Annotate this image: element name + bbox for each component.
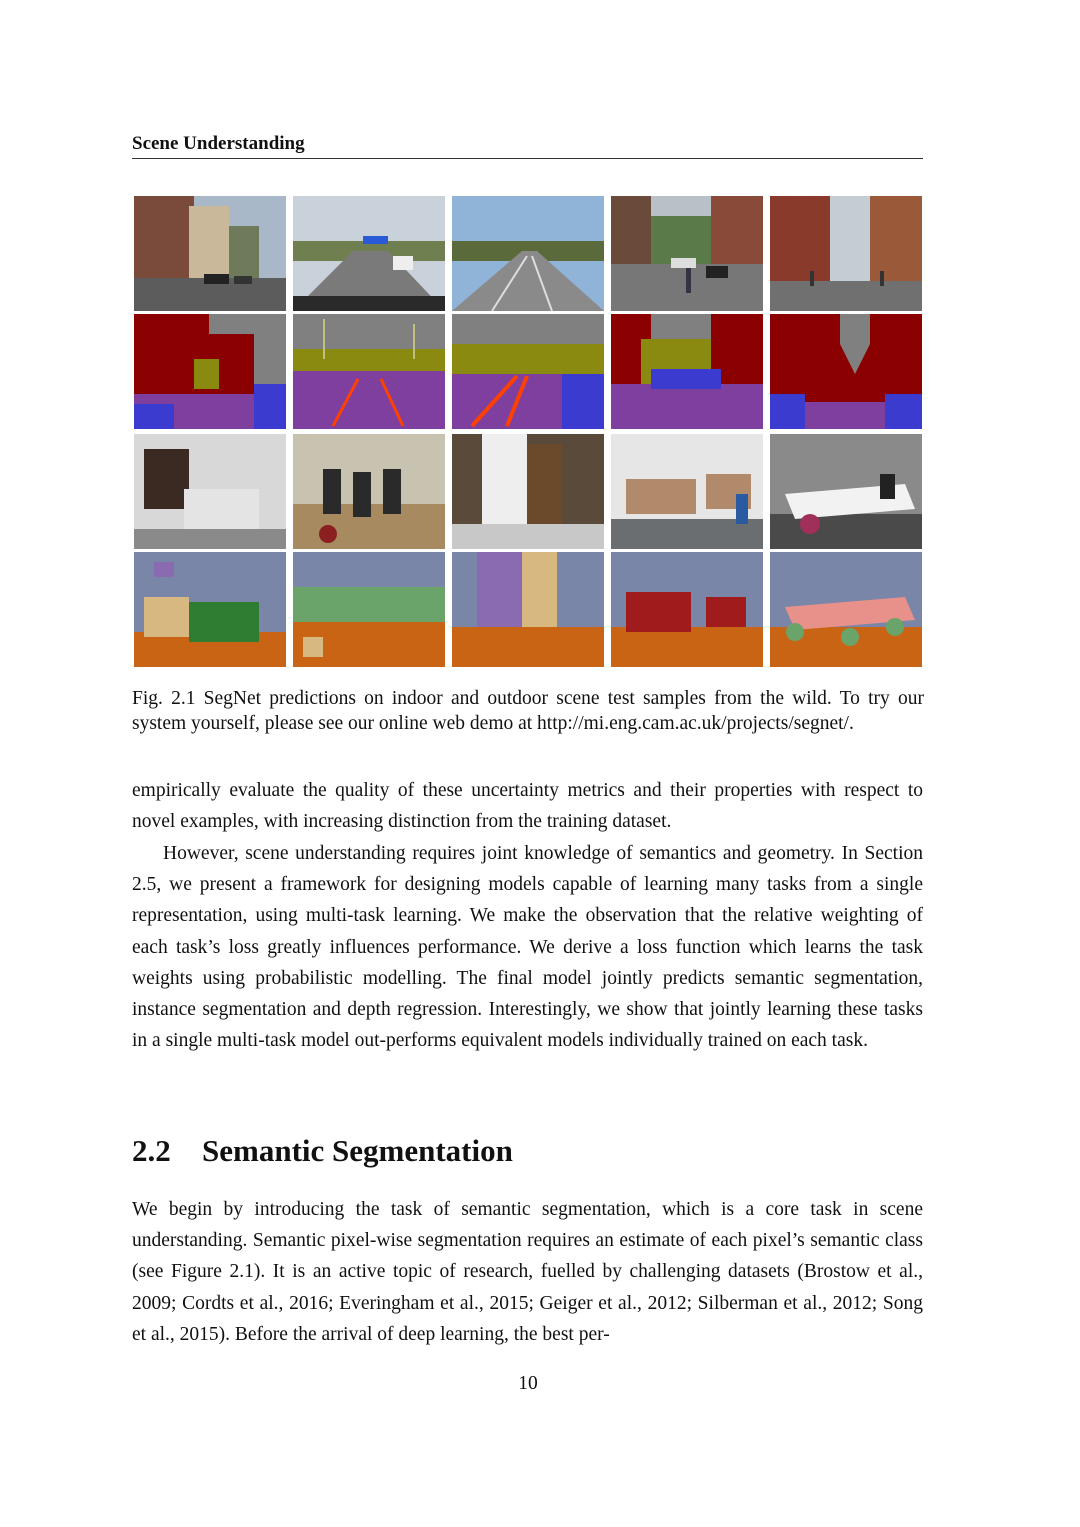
paragraph-continued: empirically evaluate the quality of these uncertainty metrics and their properties with respect to novel examples, with increasing distinction from the training dataset.	[132, 780, 923, 833]
section-heading	[132, 1131, 923, 1171]
seg-shopping-street	[770, 314, 922, 429]
photo-rail-road	[452, 196, 604, 311]
figure-caption: Fig. 2.1 SegNet predictions on indoor and outdoor scene test samples from the wild. To try our system yourself, please see our online web demo at http://mi.eng.cam.ac.uk/projects/segnet/.	[132, 688, 924, 734]
seg-rail-road	[452, 314, 604, 429]
section-title: Semantic Segmentation	[202, 1133, 513, 1168]
seg-street-buildings	[134, 314, 286, 429]
photo-shopping-street	[770, 196, 922, 311]
seg-bedroom	[134, 552, 286, 667]
seg-lounge	[611, 552, 763, 667]
photo-city-crossing	[611, 196, 763, 311]
seg-meeting-room	[770, 552, 922, 667]
photo-doorway	[452, 434, 604, 549]
paragraph-scene-understanding: However, scene understanding requires joint knowledge of semantics and geometry. In Section 2.5, we present a framework for designing models capable of learning many tasks from a single representation, using multi-task learning. We make the observation that the relative weighting of each task’s loss greatly influences performance. We derive a loss function which learns the task weights using probabilistic modelling. The final model jointly predicts semantic segmentation, instance segmentation and depth regression. Interestingly, we show that jointly learning these tasks in a single multi-task model out-performs equivalent models individually trained on each task.	[132, 843, 923, 1052]
seg-motorway	[293, 314, 445, 429]
photo-bedroom	[134, 434, 286, 549]
photo-motorway	[293, 196, 445, 311]
photo-meeting-room	[770, 434, 922, 549]
running-head: Scene Understanding	[132, 131, 923, 159]
photo-lounge	[611, 434, 763, 549]
photo-street-buildings	[134, 196, 286, 311]
seg-doorway	[452, 552, 604, 667]
page-number: 10	[518, 1373, 538, 1394]
seg-city-crossing	[611, 314, 763, 429]
figure-2-1	[134, 196, 923, 667]
section-number: 2.2	[132, 1133, 171, 1168]
photo-chairs-room	[293, 434, 445, 549]
paragraph-semantic-segmentation: We begin by introducing the task of semantic segmentation, which is a core task in scene understanding. Semantic pixel-wise segmentation requires an estimate of each pixel’s semantic class (see Figure 2.1). It is an active topic of research, fuelled by challenging datasets (Brostow et al., 2009; Cordts et al., 2016; Everingham et al., 2015; Geiger et al., 2012; Silberman et al., 2012; Song et al., 2015). Before the arrival of deep learning, the best per-	[132, 1199, 923, 1345]
seg-chairs-room	[293, 552, 445, 667]
